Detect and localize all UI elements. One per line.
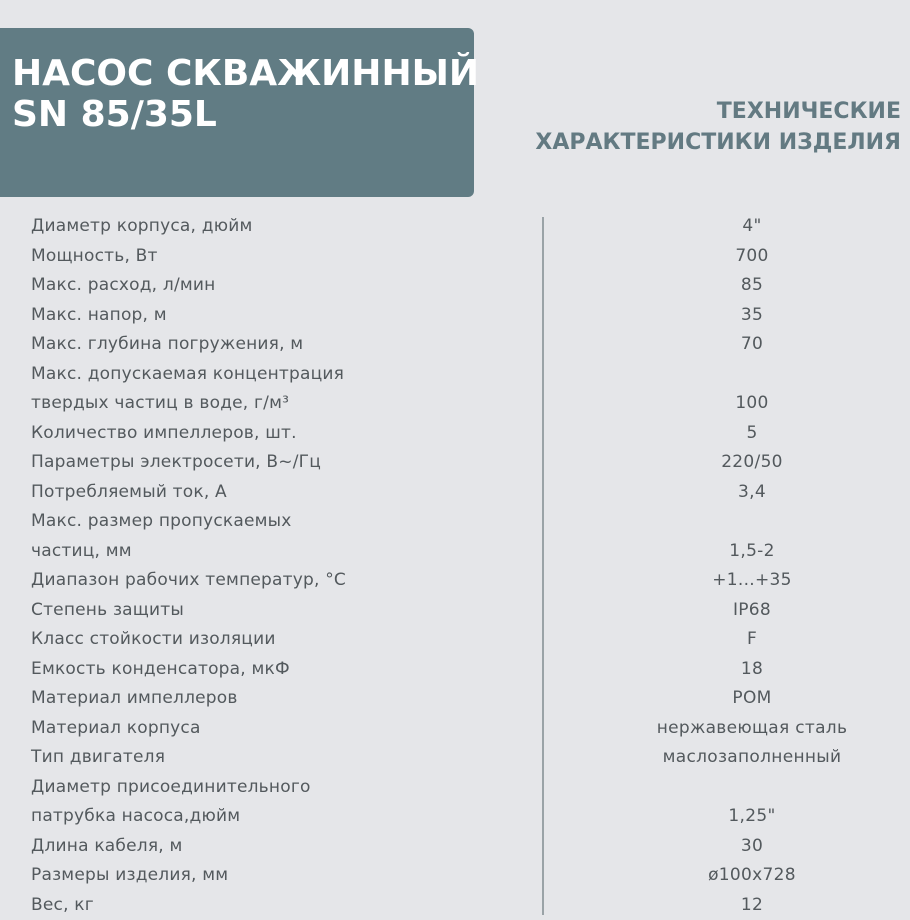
spec-row xyxy=(0,301,910,331)
spec-value: 85 xyxy=(604,271,900,301)
spec-value: 35 xyxy=(604,301,900,331)
spec-label: Потребляемый ток, А xyxy=(31,478,227,508)
spec-label: Материал импеллеров xyxy=(31,684,238,714)
section-subtitle-line2: ХАРАКТЕРИСТИКИ ИЗДЕЛИЯ xyxy=(535,128,901,158)
spec-row xyxy=(0,448,910,478)
spec-label: Макс. глубина погружения, м xyxy=(31,330,303,360)
spec-row xyxy=(0,832,910,862)
spec-row xyxy=(0,478,910,508)
spec-label: Макс. напор, м xyxy=(31,301,167,331)
section-subtitle-line1: ТЕХНИЧЕСКИЕ xyxy=(717,97,901,127)
spec-row xyxy=(0,596,910,626)
spec-row xyxy=(0,743,910,773)
spec-value: 70 xyxy=(604,330,900,360)
spec-row xyxy=(0,891,910,920)
spec-label: Мощность, Вт xyxy=(31,242,158,272)
spec-label: Макс. размер пропускаемых xyxy=(31,507,292,537)
spec-label: частиц, мм xyxy=(31,537,132,567)
spec-row xyxy=(0,507,910,537)
spec-label: Размеры изделия, мм xyxy=(31,861,228,891)
spec-row xyxy=(0,389,910,419)
spec-label: Длина кабеля, м xyxy=(31,832,182,862)
spec-label: Класс стойкости изоляции xyxy=(31,625,276,655)
spec-label: Тип двигателя xyxy=(31,743,165,773)
product-title-line2: SN 85/35L xyxy=(12,95,217,135)
spec-label: Степень защиты xyxy=(31,596,184,626)
spec-row xyxy=(0,802,910,832)
spec-value: 1,25" xyxy=(604,802,900,832)
spec-value: 100 xyxy=(604,389,900,419)
spec-table xyxy=(0,212,910,920)
spec-value: ø100x728 xyxy=(604,861,900,891)
spec-row xyxy=(0,271,910,301)
spec-value: 3,4 xyxy=(604,478,900,508)
spec-value: 18 xyxy=(604,655,900,685)
spec-row xyxy=(0,625,910,655)
spec-value: 1,5-2 xyxy=(604,537,900,567)
spec-label: Вес, кг xyxy=(31,891,94,920)
spec-row xyxy=(0,242,910,272)
spec-value: POM xyxy=(604,684,900,714)
product-title-line1: НАСОС СКВАЖИННЫЙ xyxy=(12,54,479,94)
spec-value: IP68 xyxy=(604,596,900,626)
spec-row xyxy=(0,655,910,685)
spec-label: Макс. допускаемая концентрация xyxy=(31,360,344,390)
spec-value: 30 xyxy=(604,832,900,862)
spec-label: Диаметр присоединительного xyxy=(31,773,311,803)
spec-label: патрубка насоса,дюйм xyxy=(31,802,240,832)
spec-value: 700 xyxy=(604,242,900,272)
spec-label: Макс. расход, л/мин xyxy=(31,271,215,301)
spec-label: Материал корпуса xyxy=(31,714,201,744)
spec-value: 12 xyxy=(604,891,900,920)
spec-row xyxy=(0,684,910,714)
spec-value: 220/50 xyxy=(604,448,900,478)
spec-value: +1...+35 xyxy=(604,566,900,596)
spec-label: Количество импеллеров, шт. xyxy=(31,419,297,449)
spec-row xyxy=(0,566,910,596)
spec-row xyxy=(0,861,910,891)
spec-value: нержавеющая сталь xyxy=(604,714,900,744)
spec-value: F xyxy=(604,625,900,655)
spec-label: Диапазон рабочих температур, °С xyxy=(31,566,346,596)
spec-label: Емкость конденсатора, мкФ xyxy=(31,655,290,685)
spec-row xyxy=(0,330,910,360)
spec-label: твердых частиц в воде, г/м³ xyxy=(31,389,289,419)
spec-row xyxy=(0,360,910,390)
spec-value: маслозаполненный xyxy=(604,743,900,773)
spec-value: 4" xyxy=(604,212,900,242)
spec-row xyxy=(0,714,910,744)
spec-label: Параметры электросети, В~/Гц xyxy=(31,448,321,478)
spec-row xyxy=(0,419,910,449)
spec-label: Диаметр корпуса, дюйм xyxy=(31,212,252,242)
spec-row xyxy=(0,212,910,242)
spec-row xyxy=(0,773,910,803)
spec-value: 5 xyxy=(604,419,900,449)
spec-row xyxy=(0,537,910,567)
